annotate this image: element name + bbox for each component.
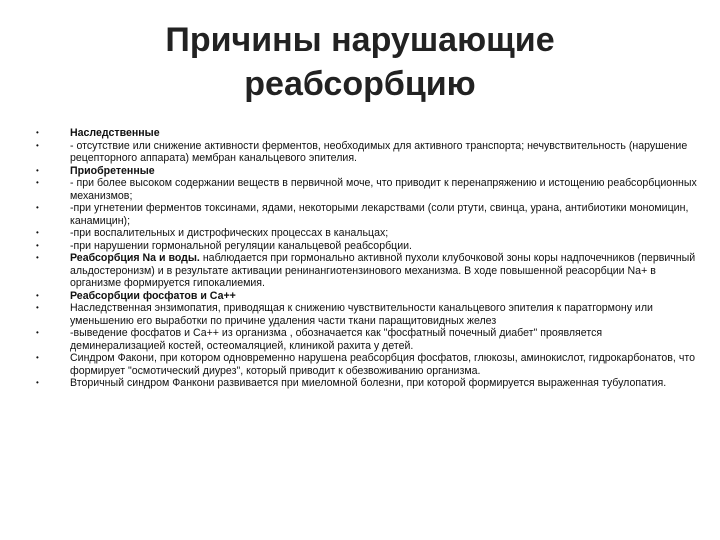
list-item-text: Наследственные [70, 127, 160, 139]
list-item [36, 127, 700, 140]
bullet-icon: • [36, 228, 39, 237]
list-item-text: Приобретенные [70, 164, 155, 177]
list-item-text: -при угнетении ферментов токсинами, ядами, некоторыми лекарствами (соли ртути, свинца, урана, антибиотики мономицин, канамицин); [70, 202, 689, 227]
list-item-text: - при более высоком содержании веществ в первичной моче, что приводит к перенапряжению и истощению реабсорбционных механизмов; [70, 177, 697, 202]
bullet-icon: • [36, 353, 39, 362]
slide-title [60, 18, 660, 106]
list-item-text: -выведение фосфатов и Са++ из организма , обозначается как "фосфатный почечный диабет" проявляется деминерализацией костей, остеомаляцией, клиникой рахита у детей. [70, 327, 603, 352]
list-item-text [70, 252, 700, 290]
list-item [36, 177, 700, 202]
title-line-2: реабсорбцию [244, 65, 476, 103]
list-item [36, 227, 700, 240]
bullet-icon: • [36, 140, 39, 150]
list-item-text: - отсутствие или снижение активности ферментов, необходимых для активного транспорта; нечувствительность (нарушение рецепторного аппарата) мембран канальцевого эпителия. [70, 139, 688, 164]
list-item [36, 140, 700, 165]
list-item [36, 165, 700, 178]
list-item [36, 202, 700, 227]
list-item-text: -при воспалительных и дистрофических процессах в канальцах; [70, 227, 389, 239]
bullet-icon: • [36, 290, 39, 300]
list-item [36, 290, 700, 303]
bullet-icon: • [36, 178, 39, 187]
list-item-body: наблюдается при гормонально активной пухоли клубочковой зоны коры надпочечников (первичный альдостеронизм) и в результате активации ренинангиотензинового механизма. В ходе повышенной реасорбции Na+ в организме формируется гипокалиемия. [70, 252, 696, 289]
title-line-1: Причины нарушающие [165, 21, 555, 59]
bullet-icon: • [36, 165, 39, 175]
list-item-text: -при нарушении гормональной регуляции канальцевой реабсорбции. [70, 239, 412, 252]
list-item-text: Наследственная энзимопатия, приводящая к снижению чувствительности канальцевого эпителия к паратгормону или уменьшению его выработки по причине удаления части ткани паращитовидных желез [70, 302, 653, 327]
bullet-icon: • [36, 378, 39, 387]
list-item-text: Вторичный синдром Фанкони развивается при миеломной болезни, при которой формируется выраженная тубулопатия. [70, 377, 667, 389]
bullet-icon: • [36, 128, 39, 137]
list-item [36, 252, 700, 290]
list-item-text: Реабсорбции фосфатов и Са++ [70, 289, 236, 302]
bullet-list [36, 127, 700, 390]
list-item [36, 377, 700, 390]
bullet-icon: • [36, 303, 39, 312]
list-item-heading: Реабсорбция Na и воды. [70, 252, 200, 264]
list-item [36, 352, 700, 377]
bullet-icon: • [36, 328, 39, 337]
bullet-icon: • [36, 203, 39, 212]
bullet-icon: • [36, 240, 39, 250]
list-item [36, 302, 700, 327]
bullet-icon: • [36, 253, 39, 262]
list-item-text: Синдром Факони, при котором одновременно нарушена реабсорбция фосфатов, глюкозы, аминокислот, гидрокарбонатов, что формирует "осмотический диурез", который приводит к обезвоживанию организма. [70, 352, 695, 377]
list-item [36, 327, 700, 352]
list-item [36, 240, 700, 253]
